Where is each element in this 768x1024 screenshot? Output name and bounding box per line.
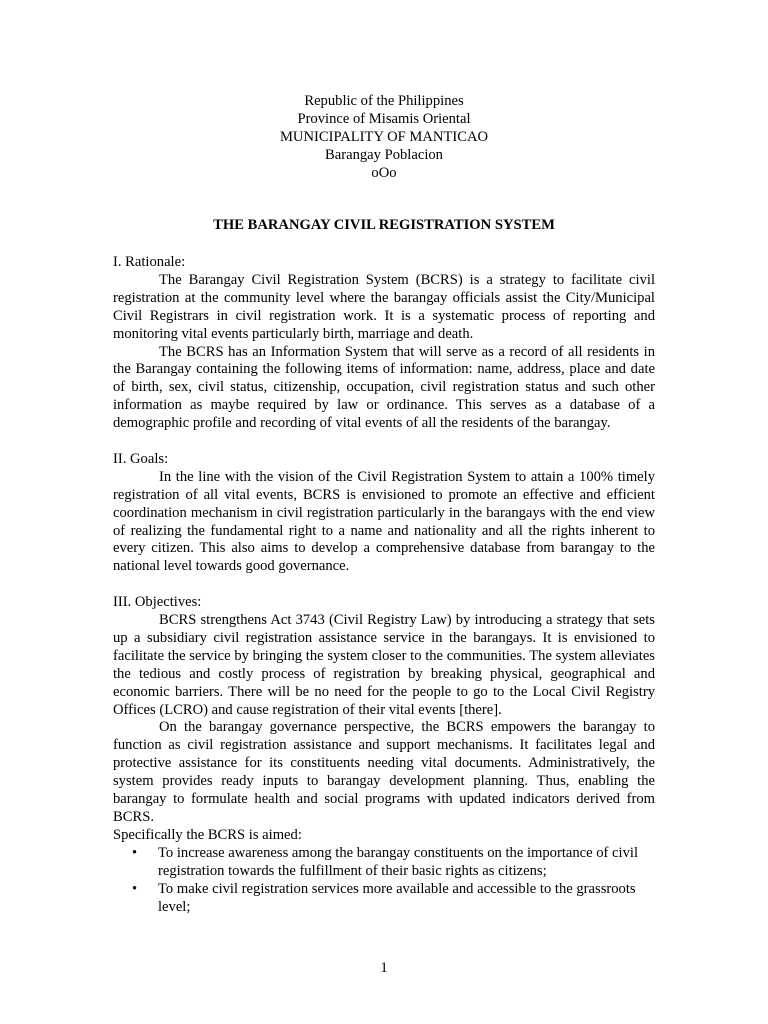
- letterhead-ornament: oOo: [371, 164, 397, 181]
- rationale-paragraph-2: The BCRS has an Information System that will serve as a record of all residents in the Barangay containing the following items of information: name, address, place and date of birth, sex, civil status, citizenship, occupation, civil registration status and such other information as maybe required by law or ordinance. This serves as a database of a demographic profile and recording of vital events of all the residents of the barangay.: [113, 343, 655, 432]
- letterhead-barangay: Barangay Poblacion: [325, 146, 443, 163]
- bullet-icon: •: [132, 844, 138, 861]
- letterhead-country: Republic of the Philippines: [304, 93, 464, 109]
- objectives-paragraph-1: BCRS strengthens Act 3743 (Civil Registry Law) by introducing a strategy that sets up a subsidiary civil registration assistance service in the barangays. It is envisioned to facilitate the service by bringing the system closer to the communities. The system alleviates the tedious and costly process of registration by breaking physical, geographical and economic barriers. There will be no need for the people to go to the Local Civil Registry Offices (LCRO) and cause registration of their vital events [there].: [113, 612, 655, 718]
- document-title: THE BARANGAY CIVIL REGISTRATION SYSTEM: [213, 217, 555, 233]
- objectives-specifically: Specifically the BCRS is aimed:: [113, 826, 302, 843]
- objectives-bullet-list: [113, 845, 655, 917]
- letterhead-province: Province of Misamis Oriental: [297, 110, 471, 127]
- section-spacer: [113, 576, 655, 594]
- page-number: 1: [380, 960, 388, 976]
- rationale-paragraph-1: The Barangay Civil Registration System (BCRS) is a strategy to facilitate civil registration at the community level where the barangay officials assist the City/Municipal Civil Registrars in civil registration work. It is a systematic process of reporting and monitoring vital events particularly birth, marriage and death.: [113, 271, 655, 342]
- section-spacer: [113, 433, 655, 451]
- list-item: [132, 880, 655, 917]
- list-item: [132, 844, 655, 881]
- goals-paragraph-1: In the line with the vision of the Civil Registration System to attain a 100% timely registration of all vital events, BCRS is envisioned to promote an effective and efficient coordination mechanism in civil registration particularly in the barangays with the end view of realizing the fundamental right to a name and nationality and all the rights inherent to every citizen. This also aims to develop a comprehensive database from barangay to the national level towards good governance.: [113, 468, 655, 575]
- objectives-heading: III. Objectives:: [113, 594, 202, 611]
- letterhead-municipality: MUNICIPALITY OF MANTICAO: [279, 128, 489, 145]
- letterhead: [113, 93, 655, 182]
- document-body: [113, 254, 655, 916]
- list-item-text: To increase awareness among the barangay constituents on the importance of civil registration towards the fulfillment of their basic rights as citizens;: [158, 844, 638, 879]
- list-item-text: To make civil registration services more available and accessible to the grassroots level;: [158, 880, 636, 915]
- rationale-heading: I. Rationale:: [113, 254, 186, 270]
- bullet-icon: •: [132, 880, 138, 897]
- goals-heading: II. Goals:: [113, 450, 169, 467]
- objectives-paragraph-2: On the barangay governance perspective, the BCRS empowers the barangay to function as civil registration assistance and support mechanisms. It facilitates legal and protective assistance for its constituents needing vital documents. Administratively, the system provides ready inputs to barangay development planning. Thus, enabling the barangay to formulate health and social programs with updated indicators derived from BCRS.: [113, 719, 655, 826]
